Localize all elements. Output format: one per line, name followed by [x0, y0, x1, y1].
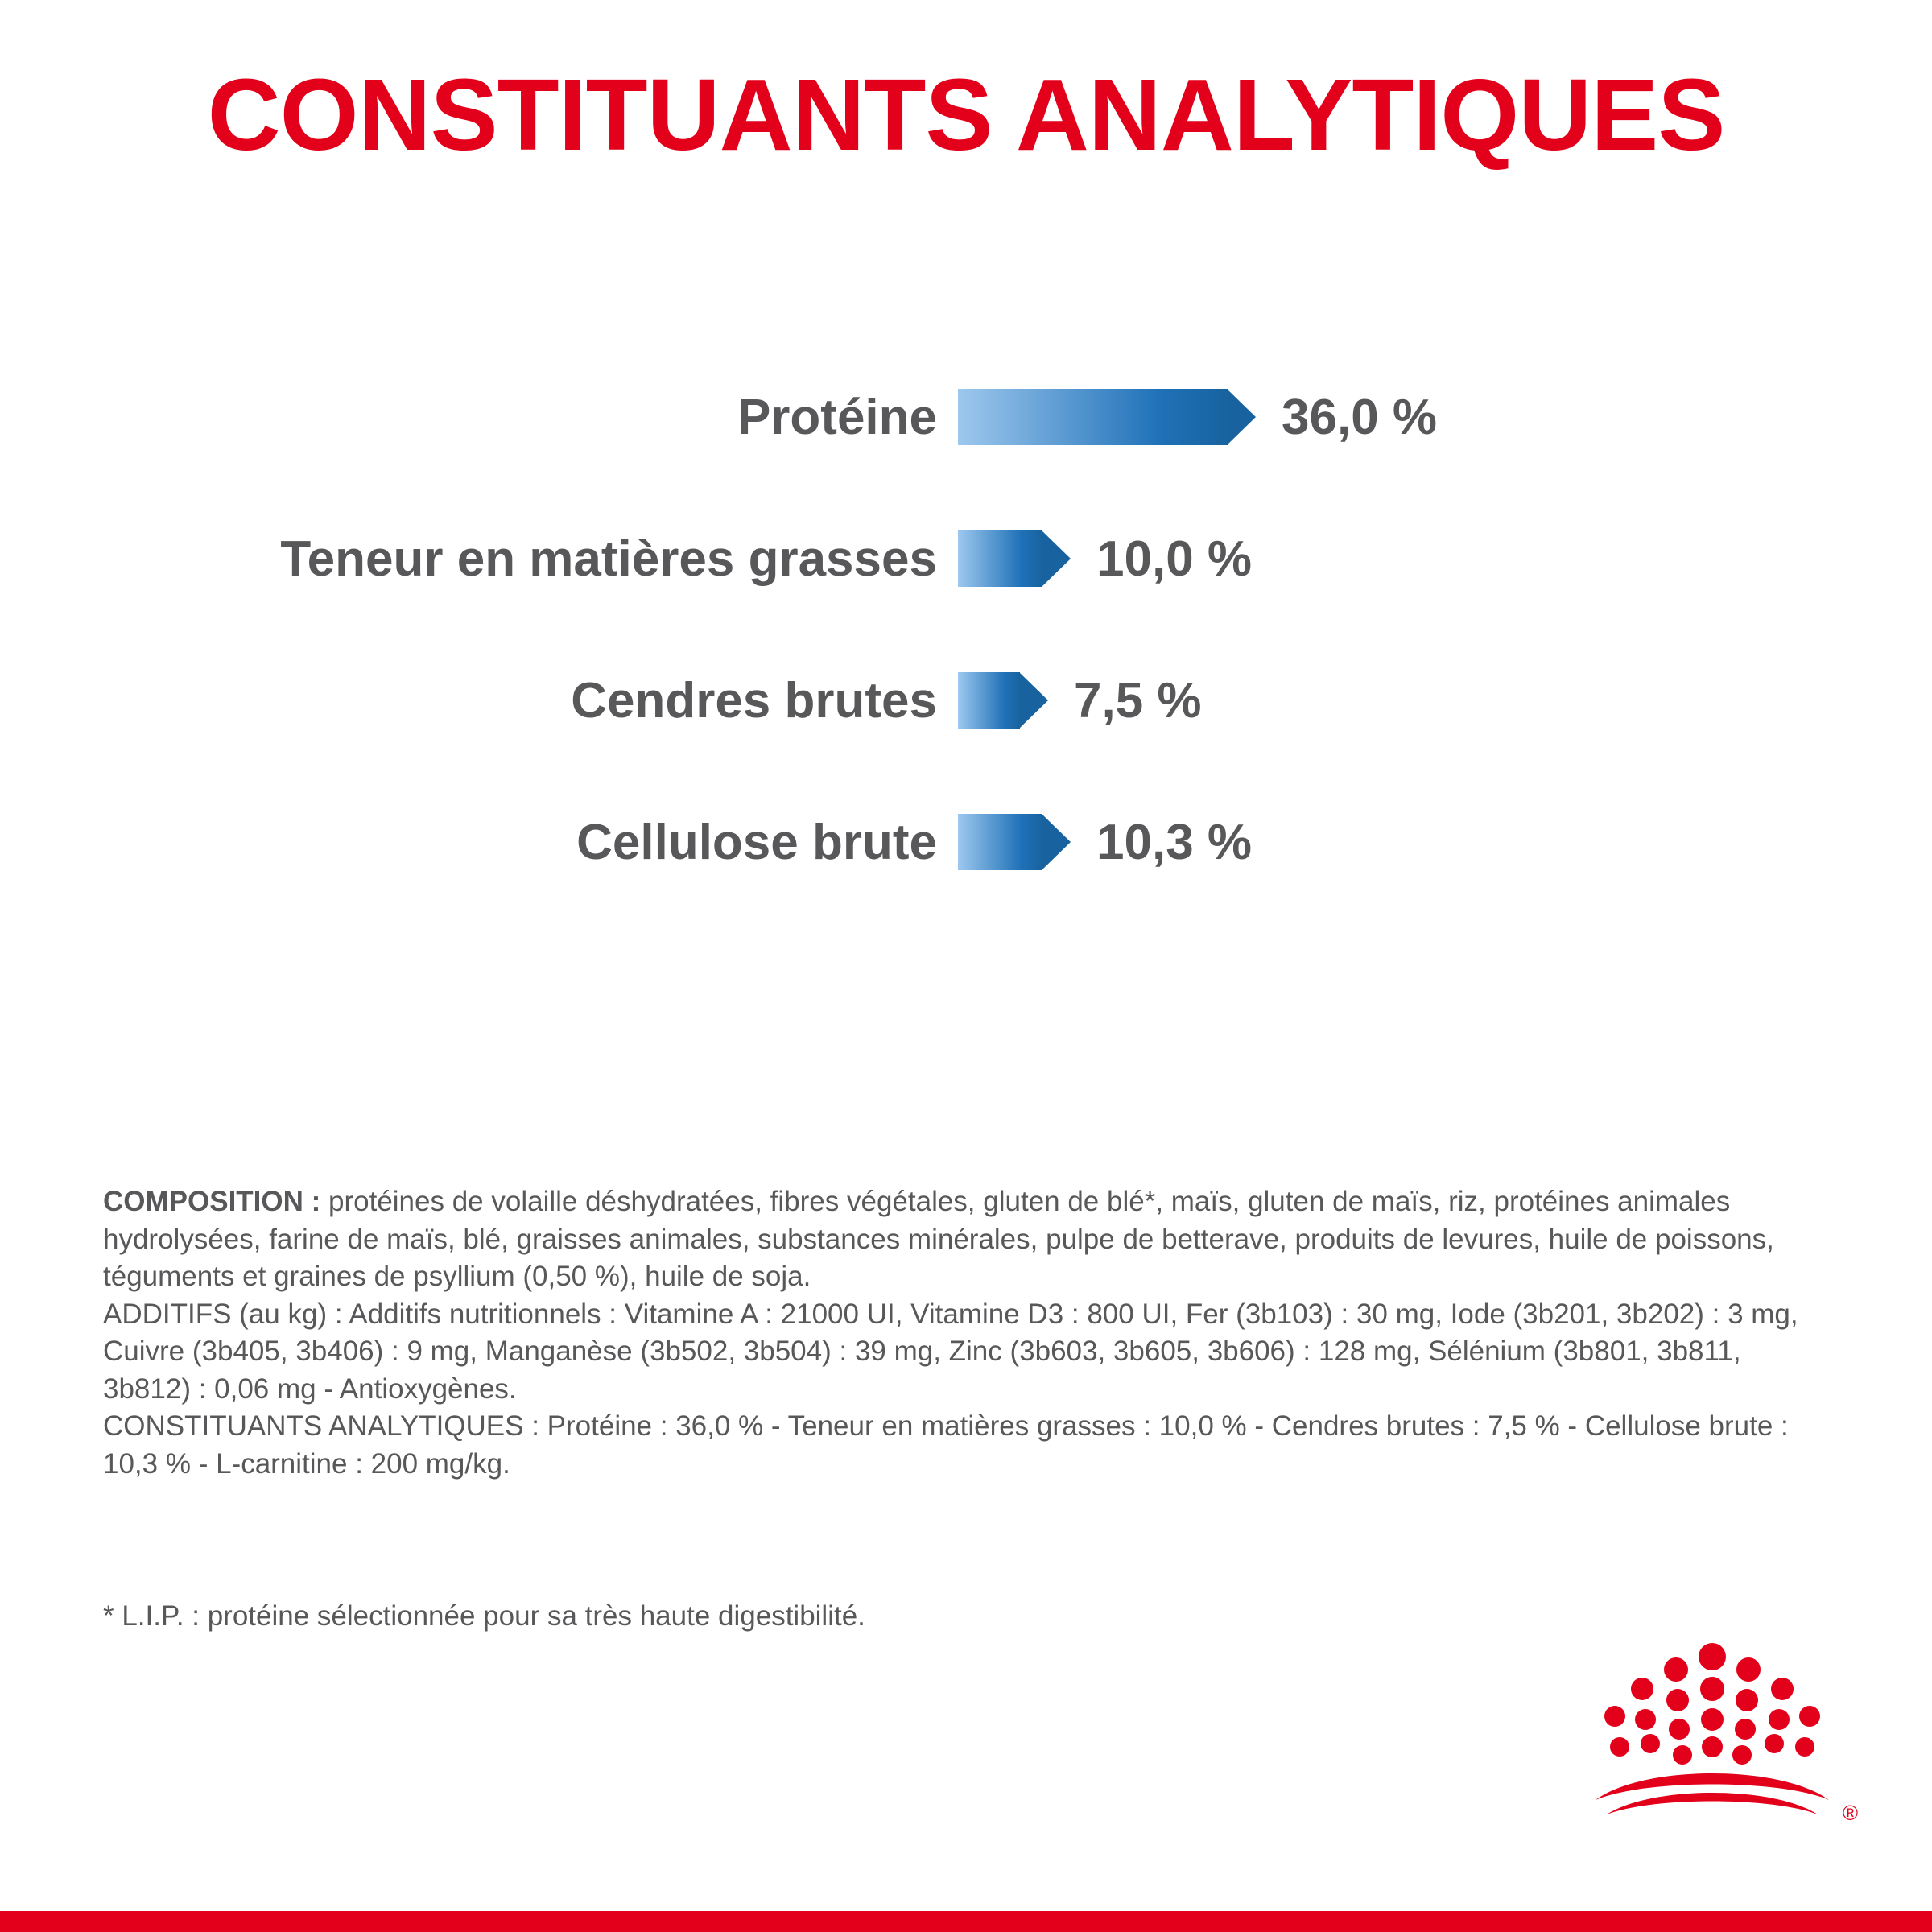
composition-text: protéines de volaille déshydratées, fibres végétales, gluten de blé*, maïs, gluten de maïs, riz, protéines animales hydrolysées, farine de maïs, blé, graisses animales, substances minérales, pulpe de betterave, produits de levures, huile de poissons, téguments et graines de psyllium (0,50 %), huile de soja. — [103, 1186, 1774, 1293]
nutrient-list — [0, 346, 1932, 913]
nutrient-value: 36,0 % — [1282, 389, 1438, 445]
nutrient-bar-wrap — [958, 346, 1256, 488]
nutrient-label: Protéine — [737, 389, 937, 445]
additives-paragraph: ADDITIFS (au kg) : Additifs nutritionnels : Vitamine A : 21000 UI, Vitamine D3 : 800 UI, Fer (3b103) : 30 mg, Iode (3b201, 3b202) : 3 mg, Cuivre (3b405, 3b406) : 9 mg, Manganèse (3b502, 3b504) : 39 mg, Zinc (3b603, 3b605, 3b606) : 128 mg, Sélénium (3b801, 3b811, 3b812) : 0,06 mg - Antioxygènes. — [103, 1298, 1798, 1405]
nutrient-bar — [958, 389, 1256, 445]
nutrient-bar-wrap — [958, 771, 1071, 913]
nutrient-bar-wrap — [958, 488, 1071, 630]
nutrient-value: 7,5 % — [1074, 672, 1202, 729]
nutrient-label: Cendres brutes — [571, 672, 937, 729]
footnote: * L.I.P. : protéine sélectionnée pour sa très haute digestibilité. — [103, 1600, 865, 1632]
nutrient-value: 10,0 % — [1096, 530, 1253, 587]
nutrient-row — [0, 630, 1932, 771]
nutrient-label: Teneur en matières grasses — [280, 530, 937, 587]
nutrient-bar — [958, 530, 1071, 587]
nutrient-row — [0, 488, 1932, 630]
nutrient-row — [0, 346, 1932, 488]
nutrient-bar — [958, 814, 1071, 870]
nutrient-row — [0, 771, 1932, 913]
royal-canin-logo — [1587, 1642, 1858, 1827]
bottom-accent-bar — [0, 1911, 1932, 1932]
analytical-paragraph: CONSTITUANTS ANALYTIQUES : Protéine : 36,0 % - Teneur en matières grasses : 10,0 % - Cendres brutes : 7,5 % - Cellulose brute : 10,3 % - L-carnitine : 200 mg/kg. — [103, 1410, 1789, 1480]
nutrient-bar — [958, 672, 1048, 729]
composition-block — [103, 1183, 1834, 1483]
nutrient-label: Cellulose brute — [576, 814, 937, 870]
nutrient-value: 10,3 % — [1096, 814, 1253, 870]
registered-mark-icon: ® — [1842, 1801, 1858, 1825]
composition-paragraph — [103, 1183, 1834, 1296]
nutrient-bar-wrap — [958, 630, 1048, 771]
page-title: CONSTITUANTS ANALYTIQUES — [207, 58, 1725, 171]
composition-label: COMPOSITION : — [103, 1186, 321, 1217]
